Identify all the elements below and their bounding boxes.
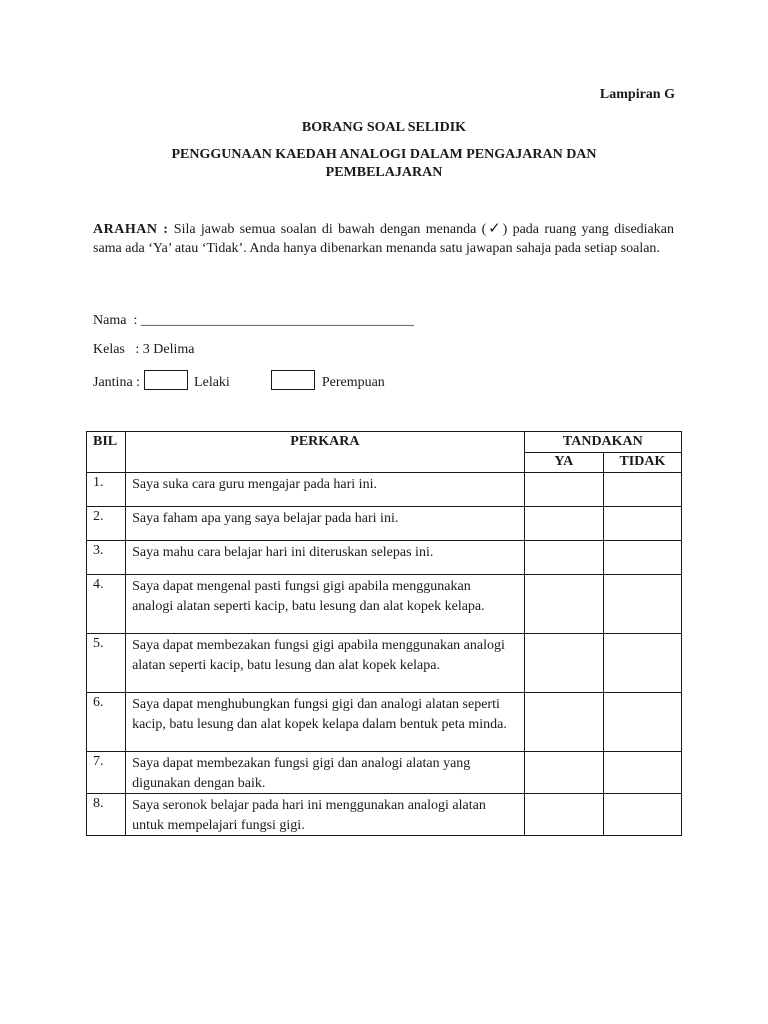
instructions-text-1: Sila jawab semua soalan di bawah dengan menanda ( <box>173 222 487 237</box>
table-row <box>87 473 682 507</box>
row-number: 7. <box>87 752 126 794</box>
tidak-checkbox-cell[interactable] <box>603 473 681 507</box>
column-header-tidak: TIDAK <box>603 453 681 473</box>
male-option-label: Lelaki <box>194 375 230 390</box>
row-statement: Saya dapat menghubungkan fungsi gigi dan analogi alatan seperti kacip, batu lesung dan alat kopek kelapa dalam bentuk peta minda. <box>126 693 525 752</box>
row-number: 2. <box>87 507 126 541</box>
ya-checkbox-cell[interactable] <box>524 634 603 693</box>
column-header-bil: BIL <box>87 432 126 473</box>
row-number: 3. <box>87 541 126 575</box>
tidak-checkbox-cell[interactable] <box>603 541 681 575</box>
male-checkbox[interactable] <box>144 370 188 390</box>
row-number: 6. <box>87 693 126 752</box>
column-header-perkara: PERKARA <box>126 432 525 473</box>
table-row <box>87 752 682 794</box>
table-row <box>87 575 682 634</box>
instructions-label: ARAHAN : <box>93 222 169 237</box>
tidak-checkbox-cell[interactable] <box>603 794 681 836</box>
tidak-checkbox-cell[interactable] <box>603 693 681 752</box>
name-label: Nama <box>93 313 127 328</box>
tidak-checkbox-cell[interactable] <box>603 752 681 794</box>
name-input-line[interactable]: _______________________________________ <box>140 313 414 328</box>
gender-field <box>93 370 385 391</box>
ya-checkbox-cell[interactable] <box>524 541 603 575</box>
ya-checkbox-cell[interactable] <box>524 507 603 541</box>
row-number: 5. <box>87 634 126 693</box>
form-subtitle-line1: PENGGUNAAN KAEDAH ANALOGI DALAM PENGAJARAN DAN <box>171 147 597 162</box>
form-title: BORANG SOAL SELIDIK <box>301 120 467 135</box>
name-separator: : <box>133 313 138 328</box>
table-row <box>87 693 682 752</box>
class-value: : 3 Delima <box>135 342 195 357</box>
form-subtitle-line2: PEMBELAJARAN <box>325 165 443 180</box>
row-statement: Saya faham apa yang saya belajar pada hari ini. <box>126 507 525 541</box>
table-row <box>87 794 682 836</box>
column-header-tandakan: TANDAKAN <box>524 432 681 453</box>
table-row <box>87 507 682 541</box>
tidak-checkbox-cell[interactable] <box>603 575 681 634</box>
column-header-ya: YA <box>524 453 603 473</box>
row-number: 4. <box>87 575 126 634</box>
row-statement: Saya mahu cara belajar hari ini diteruskan selepas ini. <box>126 541 525 575</box>
row-statement: Saya dapat membezakan fungsi gigi apabila menggunakan analogi alatan seperti kacip, batu lesung dan alat kopek kelapa. <box>126 634 525 693</box>
row-statement: Saya dapat mengenal pasti fungsi gigi apabila menggunakan analogi alatan seperti kacip, batu lesung dan alat kopek kelapa. <box>126 575 525 634</box>
row-statement: Saya suka cara guru mengajar pada hari ini. <box>126 473 525 507</box>
row-number: 1. <box>87 473 126 507</box>
tidak-checkbox-cell[interactable] <box>603 634 681 693</box>
row-statement: Saya dapat membezakan fungsi gigi dan analogi alatan yang digunakan dengan baik. <box>126 752 525 794</box>
female-checkbox[interactable] <box>271 370 315 390</box>
gender-label: Jantina : <box>93 375 141 390</box>
row-number: 8. <box>87 794 126 836</box>
ya-checkbox-cell[interactable] <box>524 794 603 836</box>
ya-checkbox-cell[interactable] <box>524 473 603 507</box>
female-option-label: Perempuan <box>321 375 385 390</box>
table-row <box>87 634 682 693</box>
table-row <box>87 541 682 575</box>
appendix-label: Lampiran G <box>599 87 675 102</box>
name-field <box>93 313 414 329</box>
class-label: Kelas <box>93 342 125 357</box>
ya-checkbox-cell[interactable] <box>524 575 603 634</box>
ya-checkbox-cell[interactable] <box>524 752 603 794</box>
row-statement: Saya seronok belajar pada hari ini menggunakan analogi alatan untuk mempelajari fungsi gigi. <box>126 794 525 836</box>
check-mark-icon: ✓ <box>486 219 503 237</box>
survey-table <box>86 431 682 836</box>
instructions <box>93 219 674 258</box>
tidak-checkbox-cell[interactable] <box>603 507 681 541</box>
instructions-text-2: ) pada ruang yang disediakan sama ada ‘Ya’ atau ‘Tidak’. Anda hanya dibenarkan menanda satu jawapan sahaja pada setiap soalan. <box>93 222 674 256</box>
ya-checkbox-cell[interactable] <box>524 693 603 752</box>
class-field <box>93 342 195 358</box>
